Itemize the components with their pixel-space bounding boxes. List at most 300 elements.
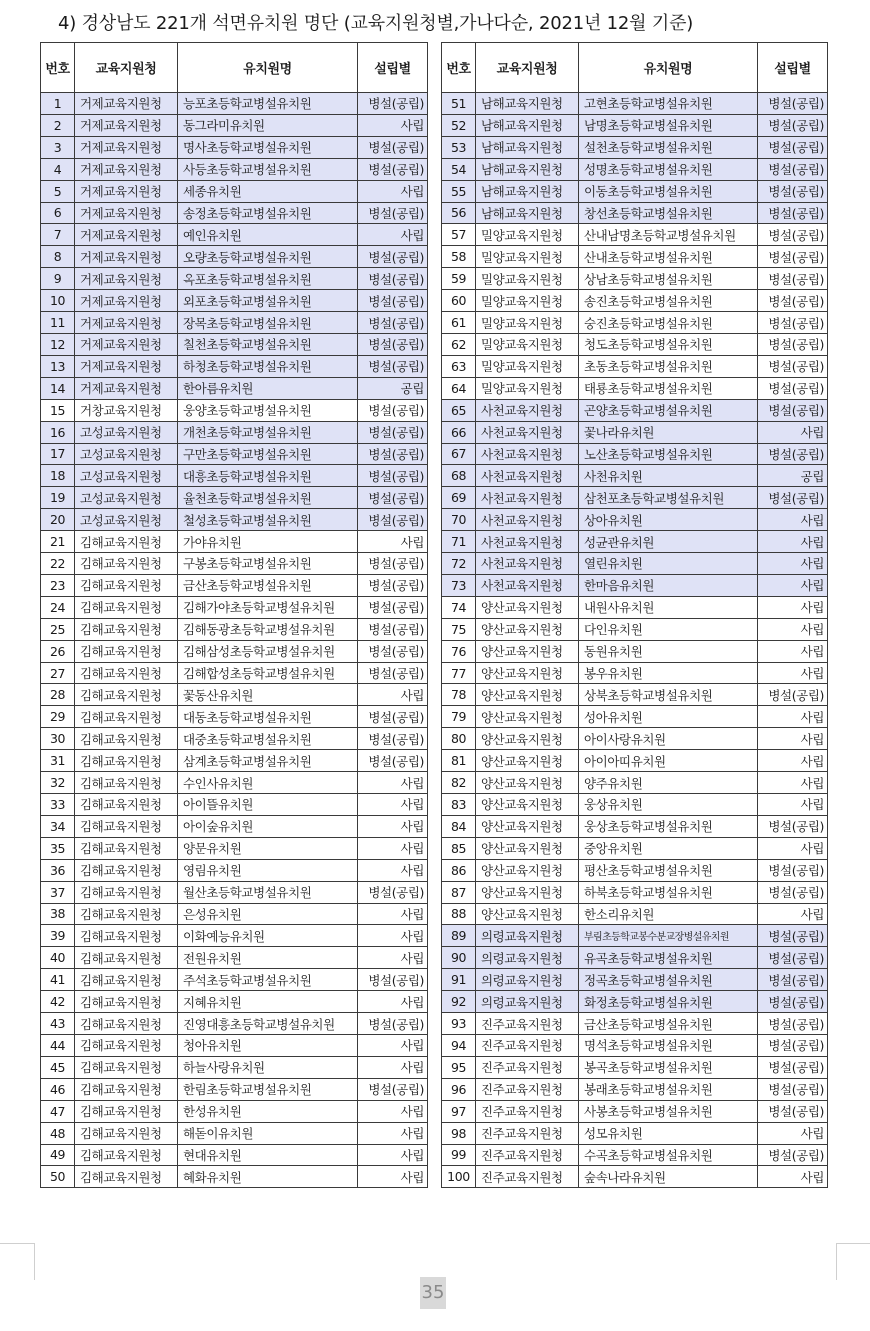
cell-kindergarten-name: 율천초등학교병설유치원 [178, 487, 358, 509]
cell-no: 19 [41, 487, 75, 509]
column-header-no: 번호 [442, 43, 476, 93]
cell-no: 34 [41, 815, 75, 837]
cell-office: 김해교육지원청 [75, 531, 178, 553]
cell-office: 진주교육지원청 [476, 1122, 579, 1144]
cell-no: 26 [41, 640, 75, 662]
cell-office: 거제교육지원청 [75, 333, 178, 355]
cell-establishment-type: 사립 [758, 509, 828, 531]
cell-establishment-type: 사립 [358, 1056, 428, 1078]
cell-establishment-type: 사립 [358, 114, 428, 136]
cell-establishment-type: 병설(공립) [758, 158, 828, 180]
cell-establishment-type: 병설(공립) [758, 1034, 828, 1056]
table-row [41, 114, 428, 136]
cell-office: 진주교육지원청 [476, 1100, 579, 1122]
table-row [41, 333, 428, 355]
cell-kindergarten-name: 능포초등학교병설유치원 [178, 93, 358, 115]
cell-office: 김해교육지원청 [75, 925, 178, 947]
table-header-row [41, 43, 428, 93]
cell-establishment-type: 병설(공립) [358, 443, 428, 465]
table-row [41, 728, 428, 750]
cell-no: 24 [41, 596, 75, 618]
cell-no: 23 [41, 574, 75, 596]
cell-kindergarten-name: 칠천초등학교병설유치원 [178, 333, 358, 355]
cell-no: 37 [41, 881, 75, 903]
table-row [41, 443, 428, 465]
cell-establishment-type: 병설(공립) [358, 355, 428, 377]
cell-no: 30 [41, 728, 75, 750]
cell-office: 진주교육지원청 [476, 1078, 579, 1100]
cell-establishment-type: 병설(공립) [358, 1013, 428, 1035]
cell-kindergarten-name: 창선초등학교병설유치원 [579, 202, 758, 224]
cell-establishment-type: 사립 [358, 684, 428, 706]
page-corner-left [0, 1243, 35, 1280]
cell-no: 100 [442, 1166, 476, 1188]
cell-establishment-type: 병설(공립) [758, 136, 828, 158]
cell-establishment-type: 병설(공립) [758, 815, 828, 837]
cell-kindergarten-name: 삼천포초등학교병설유치원 [579, 487, 758, 509]
cell-office: 양산교육지원청 [476, 750, 579, 772]
table-row [442, 202, 828, 224]
cell-office: 김해교육지원청 [75, 969, 178, 991]
cell-establishment-type: 병설(공립) [758, 312, 828, 334]
cell-office: 진주교육지원청 [476, 1034, 579, 1056]
cell-office: 남해교육지원청 [476, 158, 579, 180]
cell-no: 73 [442, 574, 476, 596]
cell-no: 75 [442, 618, 476, 640]
cell-office: 김해교육지원청 [75, 750, 178, 772]
cell-office: 거제교육지원청 [75, 93, 178, 115]
table-row [442, 224, 828, 246]
table-row [442, 750, 828, 772]
cell-office: 남해교육지원청 [476, 136, 579, 158]
cell-kindergarten-name: 아이사랑유치원 [579, 728, 758, 750]
cell-establishment-type: 병설(공립) [758, 947, 828, 969]
cell-kindergarten-name: 청도초등학교병설유치원 [579, 333, 758, 355]
cell-office: 의령교육지원청 [476, 947, 579, 969]
cell-no: 87 [442, 881, 476, 903]
cell-establishment-type: 사립 [358, 1100, 428, 1122]
cell-establishment-type: 사립 [358, 180, 428, 202]
cell-kindergarten-name: 송진초등학교병설유치원 [579, 290, 758, 312]
cell-office: 밀양교육지원청 [476, 312, 579, 334]
cell-office: 남해교육지원청 [476, 202, 579, 224]
cell-kindergarten-name: 중앙유치원 [579, 837, 758, 859]
cell-office: 김해교육지원청 [75, 640, 178, 662]
cell-kindergarten-name: 오량초등학교병설유치원 [178, 246, 358, 268]
cell-establishment-type: 사립 [758, 772, 828, 794]
cell-kindergarten-name: 웅양초등학교병설유치원 [178, 399, 358, 421]
cell-office: 사천교육지원청 [476, 487, 579, 509]
cell-office: 김해교육지원청 [75, 1013, 178, 1035]
cell-no: 18 [41, 465, 75, 487]
cell-office: 고성교육지원청 [75, 509, 178, 531]
cell-office: 고성교육지원청 [75, 421, 178, 443]
cell-no: 83 [442, 794, 476, 816]
cell-no: 56 [442, 202, 476, 224]
cell-establishment-type: 병설(공립) [358, 596, 428, 618]
cell-establishment-type: 공립 [758, 465, 828, 487]
cell-kindergarten-name: 고현초등학교병설유치원 [579, 93, 758, 115]
table-row [442, 136, 828, 158]
cell-no: 44 [41, 1034, 75, 1056]
cell-no: 99 [442, 1144, 476, 1166]
table-row [41, 180, 428, 202]
cell-office: 김해교육지원청 [75, 596, 178, 618]
column-header-name: 유치원명 [579, 43, 758, 93]
cell-establishment-type: 병설(공립) [358, 487, 428, 509]
cell-establishment-type: 병설(공립) [358, 1078, 428, 1100]
cell-office: 김해교육지원청 [75, 1122, 178, 1144]
cell-office: 거제교육지원청 [75, 312, 178, 334]
cell-establishment-type: 사립 [358, 947, 428, 969]
cell-establishment-type: 사립 [758, 596, 828, 618]
cell-kindergarten-name: 산내초등학교병설유치원 [579, 246, 758, 268]
cell-kindergarten-name: 부림초등학교봉수분교장병설유치원 [579, 925, 758, 947]
cell-office: 거제교육지원청 [75, 224, 178, 246]
cell-kindergarten-name: 사등초등학교병설유치원 [178, 158, 358, 180]
cell-kindergarten-name: 봉우유치원 [579, 662, 758, 684]
cell-kindergarten-name: 상남초등학교병설유치원 [579, 268, 758, 290]
table-row [442, 903, 828, 925]
cell-kindergarten-name: 설천초등학교병설유치원 [579, 136, 758, 158]
cell-office: 거제교육지원청 [75, 136, 178, 158]
cell-establishment-type: 사립 [758, 574, 828, 596]
cell-kindergarten-name: 열린유치원 [579, 553, 758, 575]
cell-establishment-type: 병설(공립) [758, 224, 828, 246]
table-row [41, 881, 428, 903]
cell-no: 55 [442, 180, 476, 202]
cell-no: 7 [41, 224, 75, 246]
cell-no: 36 [41, 859, 75, 881]
cell-no: 42 [41, 991, 75, 1013]
cell-no: 25 [41, 618, 75, 640]
cell-kindergarten-name: 웅상초등학교병설유치원 [579, 815, 758, 837]
cell-no: 96 [442, 1078, 476, 1100]
table-row [41, 93, 428, 115]
cell-office: 김해교육지원청 [75, 684, 178, 706]
cell-no: 86 [442, 859, 476, 881]
cell-establishment-type: 병설(공립) [358, 465, 428, 487]
table-row [442, 180, 828, 202]
table-row [41, 224, 428, 246]
cell-no: 64 [442, 377, 476, 399]
cell-establishment-type: 병설(공립) [758, 333, 828, 355]
cell-no: 58 [442, 246, 476, 268]
cell-no: 52 [442, 114, 476, 136]
cell-kindergarten-name: 성아유치원 [579, 706, 758, 728]
cell-kindergarten-name: 수곡초등학교병설유치원 [579, 1144, 758, 1166]
cell-kindergarten-name: 철성초등학교병설유치원 [178, 509, 358, 531]
cell-kindergarten-name: 숭진초등학교병설유치원 [579, 312, 758, 334]
column-header-no: 번호 [41, 43, 75, 93]
table-row [442, 268, 828, 290]
cell-no: 12 [41, 333, 75, 355]
cell-kindergarten-name: 삼계초등학교병설유치원 [178, 750, 358, 772]
cell-kindergarten-name: 아이뜰유치원 [178, 794, 358, 816]
cell-office: 김해교육지원청 [75, 1034, 178, 1056]
cell-establishment-type: 병설(공립) [758, 246, 828, 268]
cell-establishment-type: 병설(공립) [358, 399, 428, 421]
cell-establishment-type: 사립 [358, 903, 428, 925]
cell-kindergarten-name: 김해삼성초등학교병설유치원 [178, 640, 358, 662]
cell-office: 사천교육지원청 [476, 553, 579, 575]
cell-establishment-type: 병설(공립) [758, 1013, 828, 1035]
cell-office: 양산교육지원청 [476, 706, 579, 728]
cell-no: 21 [41, 531, 75, 553]
column-header-type: 설립별 [358, 43, 428, 93]
cell-kindergarten-name: 예인유치원 [178, 224, 358, 246]
cell-kindergarten-name: 노산초등학교병설유치원 [579, 443, 758, 465]
cell-no: 3 [41, 136, 75, 158]
cell-no: 47 [41, 1100, 75, 1122]
cell-no: 94 [442, 1034, 476, 1056]
cell-office: 진주교육지원청 [476, 1056, 579, 1078]
cell-establishment-type: 병설(공립) [358, 158, 428, 180]
cell-establishment-type: 병설(공립) [358, 881, 428, 903]
cell-establishment-type: 사립 [358, 1144, 428, 1166]
cell-no: 28 [41, 684, 75, 706]
cell-kindergarten-name: 정곡초등학교병설유치원 [579, 969, 758, 991]
cell-office: 양산교육지원청 [476, 794, 579, 816]
cell-establishment-type: 사립 [758, 903, 828, 925]
cell-establishment-type: 병설(공립) [758, 268, 828, 290]
cell-establishment-type: 사립 [758, 662, 828, 684]
cell-kindergarten-name: 태룡초등학교병설유치원 [579, 377, 758, 399]
cell-office: 김해교육지원청 [75, 553, 178, 575]
cell-no: 39 [41, 925, 75, 947]
cell-kindergarten-name: 다인유치원 [579, 618, 758, 640]
cell-no: 20 [41, 509, 75, 531]
cell-establishment-type: 사립 [358, 224, 428, 246]
cell-office: 의령교육지원청 [476, 991, 579, 1013]
table-row [41, 487, 428, 509]
cell-no: 84 [442, 815, 476, 837]
cell-kindergarten-name: 봉래초등학교병설유치원 [579, 1078, 758, 1100]
table-row [41, 1078, 428, 1100]
table-row [41, 1144, 428, 1166]
cell-establishment-type: 사립 [358, 859, 428, 881]
cell-office: 의령교육지원청 [476, 969, 579, 991]
cell-kindergarten-name: 개천초등학교병설유치원 [178, 421, 358, 443]
table-row [41, 1166, 428, 1188]
cell-no: 11 [41, 312, 75, 334]
cell-establishment-type: 사립 [358, 531, 428, 553]
cell-office: 진주교육지원청 [476, 1144, 579, 1166]
cell-no: 72 [442, 553, 476, 575]
cell-establishment-type: 사립 [358, 772, 428, 794]
cell-no: 92 [442, 991, 476, 1013]
cell-office: 고성교육지원청 [75, 487, 178, 509]
cell-establishment-type: 병설(공립) [758, 202, 828, 224]
cell-no: 60 [442, 290, 476, 312]
table-row [442, 158, 828, 180]
table-row [442, 772, 828, 794]
cell-no: 81 [442, 750, 476, 772]
table-row [442, 1100, 828, 1122]
cell-kindergarten-name: 상북초등학교병설유치원 [579, 684, 758, 706]
table-row [41, 618, 428, 640]
table-row [442, 443, 828, 465]
cell-kindergarten-name: 하늘사랑유치원 [178, 1056, 358, 1078]
cell-kindergarten-name: 옥포초등학교병설유치원 [178, 268, 358, 290]
cell-kindergarten-name: 주석초등학교병설유치원 [178, 969, 358, 991]
cell-kindergarten-name: 청아유치원 [178, 1034, 358, 1056]
cell-no: 33 [41, 794, 75, 816]
cell-no: 65 [442, 399, 476, 421]
cell-establishment-type: 병설(공립) [358, 93, 428, 115]
cell-kindergarten-name: 영림유치원 [178, 859, 358, 881]
cell-establishment-type: 사립 [358, 991, 428, 1013]
cell-no: 46 [41, 1078, 75, 1100]
cell-no: 77 [442, 662, 476, 684]
cell-no: 5 [41, 180, 75, 202]
table-row [442, 399, 828, 421]
table-row [41, 574, 428, 596]
cell-office: 거제교육지원청 [75, 246, 178, 268]
table-row [41, 355, 428, 377]
cell-office: 남해교육지원청 [476, 180, 579, 202]
table-row [41, 640, 428, 662]
cell-establishment-type: 병설(공립) [758, 1100, 828, 1122]
cell-office: 밀양교육지원청 [476, 377, 579, 399]
table-row [41, 991, 428, 1013]
cell-office: 양산교육지원청 [476, 618, 579, 640]
cell-office: 양산교육지원청 [476, 684, 579, 706]
cell-establishment-type: 병설(공립) [758, 355, 828, 377]
cell-no: 85 [442, 837, 476, 859]
cell-establishment-type: 병설(공립) [758, 377, 828, 399]
cell-no: 29 [41, 706, 75, 728]
cell-office: 남해교육지원청 [476, 93, 579, 115]
cell-establishment-type: 병설(공립) [758, 93, 828, 115]
cell-establishment-type: 병설(공립) [358, 969, 428, 991]
cell-no: 15 [41, 399, 75, 421]
table-row [442, 728, 828, 750]
cell-kindergarten-name: 하북초등학교병설유치원 [579, 881, 758, 903]
cell-kindergarten-name: 김해가야초등학교병설유치원 [178, 596, 358, 618]
table-body-right [442, 93, 828, 1188]
cell-establishment-type: 병설(공립) [758, 881, 828, 903]
table-row [442, 794, 828, 816]
cell-establishment-type: 병설(공립) [758, 114, 828, 136]
table-row [442, 1122, 828, 1144]
table-row [442, 925, 828, 947]
table-row [41, 399, 428, 421]
cell-establishment-type: 병설(공립) [758, 487, 828, 509]
cell-office: 양산교육지원청 [476, 859, 579, 881]
cell-kindergarten-name: 양주유치원 [579, 772, 758, 794]
cell-no: 6 [41, 202, 75, 224]
cell-office: 사천교육지원청 [476, 465, 579, 487]
table-row [41, 1100, 428, 1122]
cell-establishment-type: 사립 [358, 794, 428, 816]
table-row [41, 925, 428, 947]
cell-no: 71 [442, 531, 476, 553]
cell-no: 50 [41, 1166, 75, 1188]
cell-no: 78 [442, 684, 476, 706]
cell-office: 진주교육지원청 [476, 1013, 579, 1035]
table-row [442, 662, 828, 684]
table-row [442, 1144, 828, 1166]
cell-no: 62 [442, 333, 476, 355]
table-row [41, 531, 428, 553]
cell-office: 김해교육지원청 [75, 815, 178, 837]
table-row [41, 794, 428, 816]
cell-no: 59 [442, 268, 476, 290]
cell-kindergarten-name: 이동초등학교병설유치원 [579, 180, 758, 202]
cell-kindergarten-name: 현대유치원 [178, 1144, 358, 1166]
cell-no: 48 [41, 1122, 75, 1144]
cell-no: 57 [442, 224, 476, 246]
table-row [442, 859, 828, 881]
cell-no: 1 [41, 93, 75, 115]
cell-no: 38 [41, 903, 75, 925]
cell-establishment-type: 사립 [758, 750, 828, 772]
column-header-office: 교육지원청 [476, 43, 579, 93]
cell-establishment-type: 사립 [358, 837, 428, 859]
cell-no: 54 [442, 158, 476, 180]
cell-office: 밀양교육지원청 [476, 268, 579, 290]
table-row [41, 202, 428, 224]
cell-no: 27 [41, 662, 75, 684]
cell-no: 8 [41, 246, 75, 268]
table-row [442, 881, 828, 903]
cell-kindergarten-name: 명사초등학교병설유치원 [178, 136, 358, 158]
cell-establishment-type: 병설(공립) [358, 640, 428, 662]
cell-kindergarten-name: 지혜유치원 [178, 991, 358, 1013]
cell-kindergarten-name: 곤양초등학교병설유치원 [579, 399, 758, 421]
cell-no: 97 [442, 1100, 476, 1122]
cell-establishment-type: 병설(공립) [358, 574, 428, 596]
table-row [442, 947, 828, 969]
cell-no: 67 [442, 443, 476, 465]
cell-kindergarten-name: 대동초등학교병설유치원 [178, 706, 358, 728]
cell-office: 김해교육지원청 [75, 903, 178, 925]
table-row [442, 837, 828, 859]
cell-office: 사천교육지원청 [476, 531, 579, 553]
table-row [442, 815, 828, 837]
cell-kindergarten-name: 양문유치원 [178, 837, 358, 859]
table-row [442, 596, 828, 618]
cell-office: 거창교육지원청 [75, 399, 178, 421]
cell-kindergarten-name: 화정초등학교병설유치원 [579, 991, 758, 1013]
cell-kindergarten-name: 김해합성초등학교병설유치원 [178, 662, 358, 684]
cell-office: 김해교육지원청 [75, 662, 178, 684]
cell-no: 61 [442, 312, 476, 334]
table-row [41, 947, 428, 969]
cell-no: 14 [41, 377, 75, 399]
cell-establishment-type: 병설(공립) [358, 618, 428, 640]
cell-office: 김해교육지원청 [75, 706, 178, 728]
cell-office: 거제교육지원청 [75, 180, 178, 202]
table-row [442, 421, 828, 443]
page-number: 35 [420, 1277, 446, 1309]
cell-kindergarten-name: 한림초등학교병설유치원 [178, 1078, 358, 1100]
table-row [442, 706, 828, 728]
cell-no: 66 [442, 421, 476, 443]
cell-no: 22 [41, 553, 75, 575]
cell-office: 양산교육지원청 [476, 640, 579, 662]
cell-office: 양산교육지원청 [476, 596, 579, 618]
cell-office: 김해교육지원청 [75, 1166, 178, 1188]
cell-no: 90 [442, 947, 476, 969]
cell-office: 김해교육지원청 [75, 859, 178, 881]
cell-office: 김해교육지원청 [75, 881, 178, 903]
table-row [41, 772, 428, 794]
cell-kindergarten-name: 꽃나라유치원 [579, 421, 758, 443]
table-row [442, 1166, 828, 1188]
cell-no: 95 [442, 1056, 476, 1078]
